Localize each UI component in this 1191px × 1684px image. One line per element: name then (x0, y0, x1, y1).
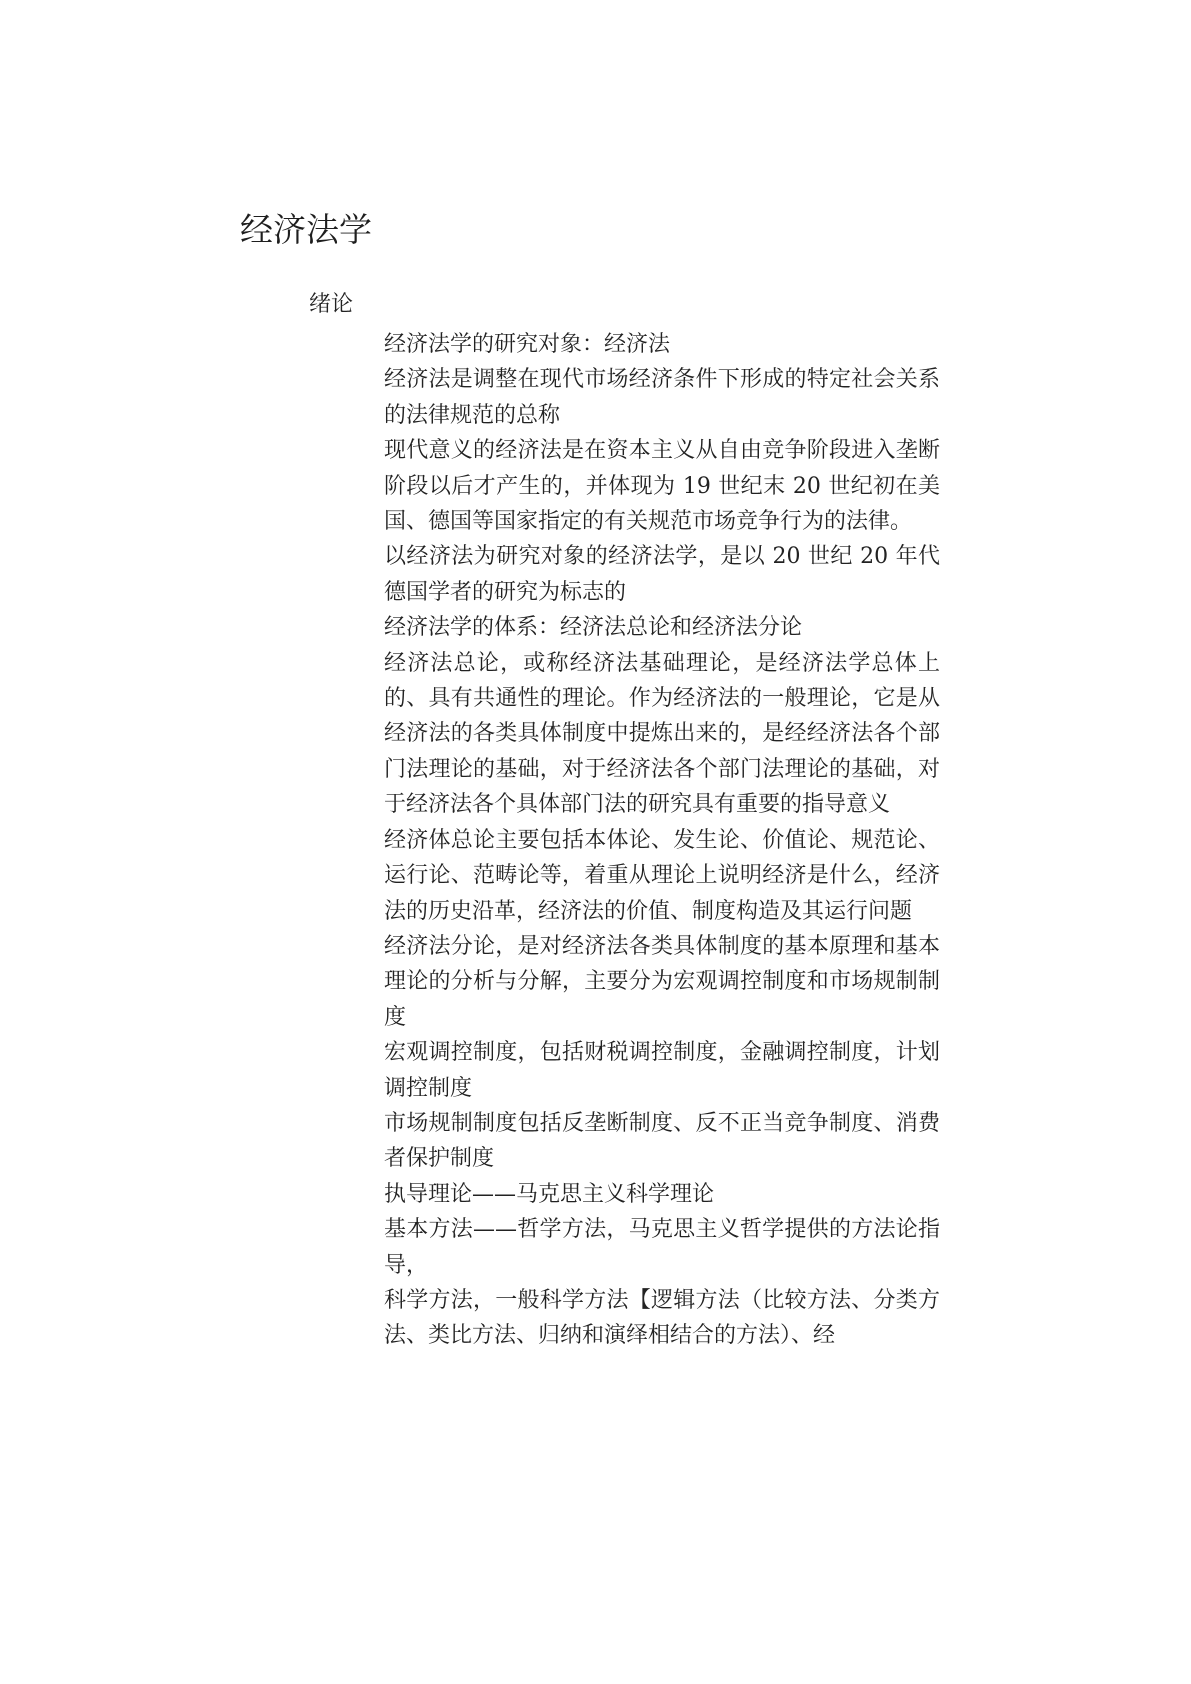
paragraph: 基本方法——哲学方法，马克思主义哲学提供的方法论指导， (384, 1217, 940, 1278)
paragraph: 经济法是调整在现代市场经济条件下形成的特定社会关系的法律规范的总称 (384, 367, 940, 428)
paragraph: 宏观调控制度，包括财税调控制度，金融调控制度，计划调控制度 (384, 1040, 940, 1101)
document-title: 经济法学 (240, 210, 372, 249)
paragraph: 科学方法，一般科学方法【逻辑方法（比较方法、分类方法、类比方法、归纳和演绎相结合的方法）、经 (384, 1287, 940, 1349)
paragraph: 经济法学的研究对象：经济法 (384, 332, 671, 357)
paragraph: 经济法总论，或称经济法基础理论，是经济法学总体上的、具有共通性的理论。作为经济法的一般理论，它是从经济法的各类具体制度中提炼出来的，是经经济法各个部门法理论的基础，对于经济法各个部门法理论的基础，对于经济法各个具体部门法的研究具有重要的指导意义 (384, 650, 940, 818)
paragraph: 经济法学的体系：经济法总论和经济法分论 (384, 615, 803, 641)
paragraph: 经济体总论主要包括本体论、发生论、价值论、规范论、运行论、范畴论等，着重从理论上说明经济是什么，经济法的历史沿革，经济法的价值、制度构造及其运行问题 (384, 827, 940, 924)
section-heading: 绪论 (309, 292, 354, 317)
paragraph: 执导理论——马克思主义科学理论 (384, 1181, 715, 1207)
paragraph: 以经济法为研究对象的经济法学，是以 20 世纪 20 年代德国学者的研究为标志的 (384, 544, 940, 605)
paragraph: 市场规制制度包括反垄断制度、反不正当竞争制度、消费者保护制度 (384, 1110, 940, 1172)
document-body (384, 327, 940, 1354)
paragraph: 经济法分论，是对经济法各类具体制度的基本原理和基本理论的分析与分解，主要分为宏观调控制度和市场规制制度 (384, 933, 940, 1030)
paragraph: 现代意义的经济法是在资本主义从自由竞争阶段进入垄断阶段以后才产生的，并体现为 19 世纪末 20 世纪初在美国、德国等国家指定的有关规范市场竞争行为的法律。 (384, 438, 940, 535)
